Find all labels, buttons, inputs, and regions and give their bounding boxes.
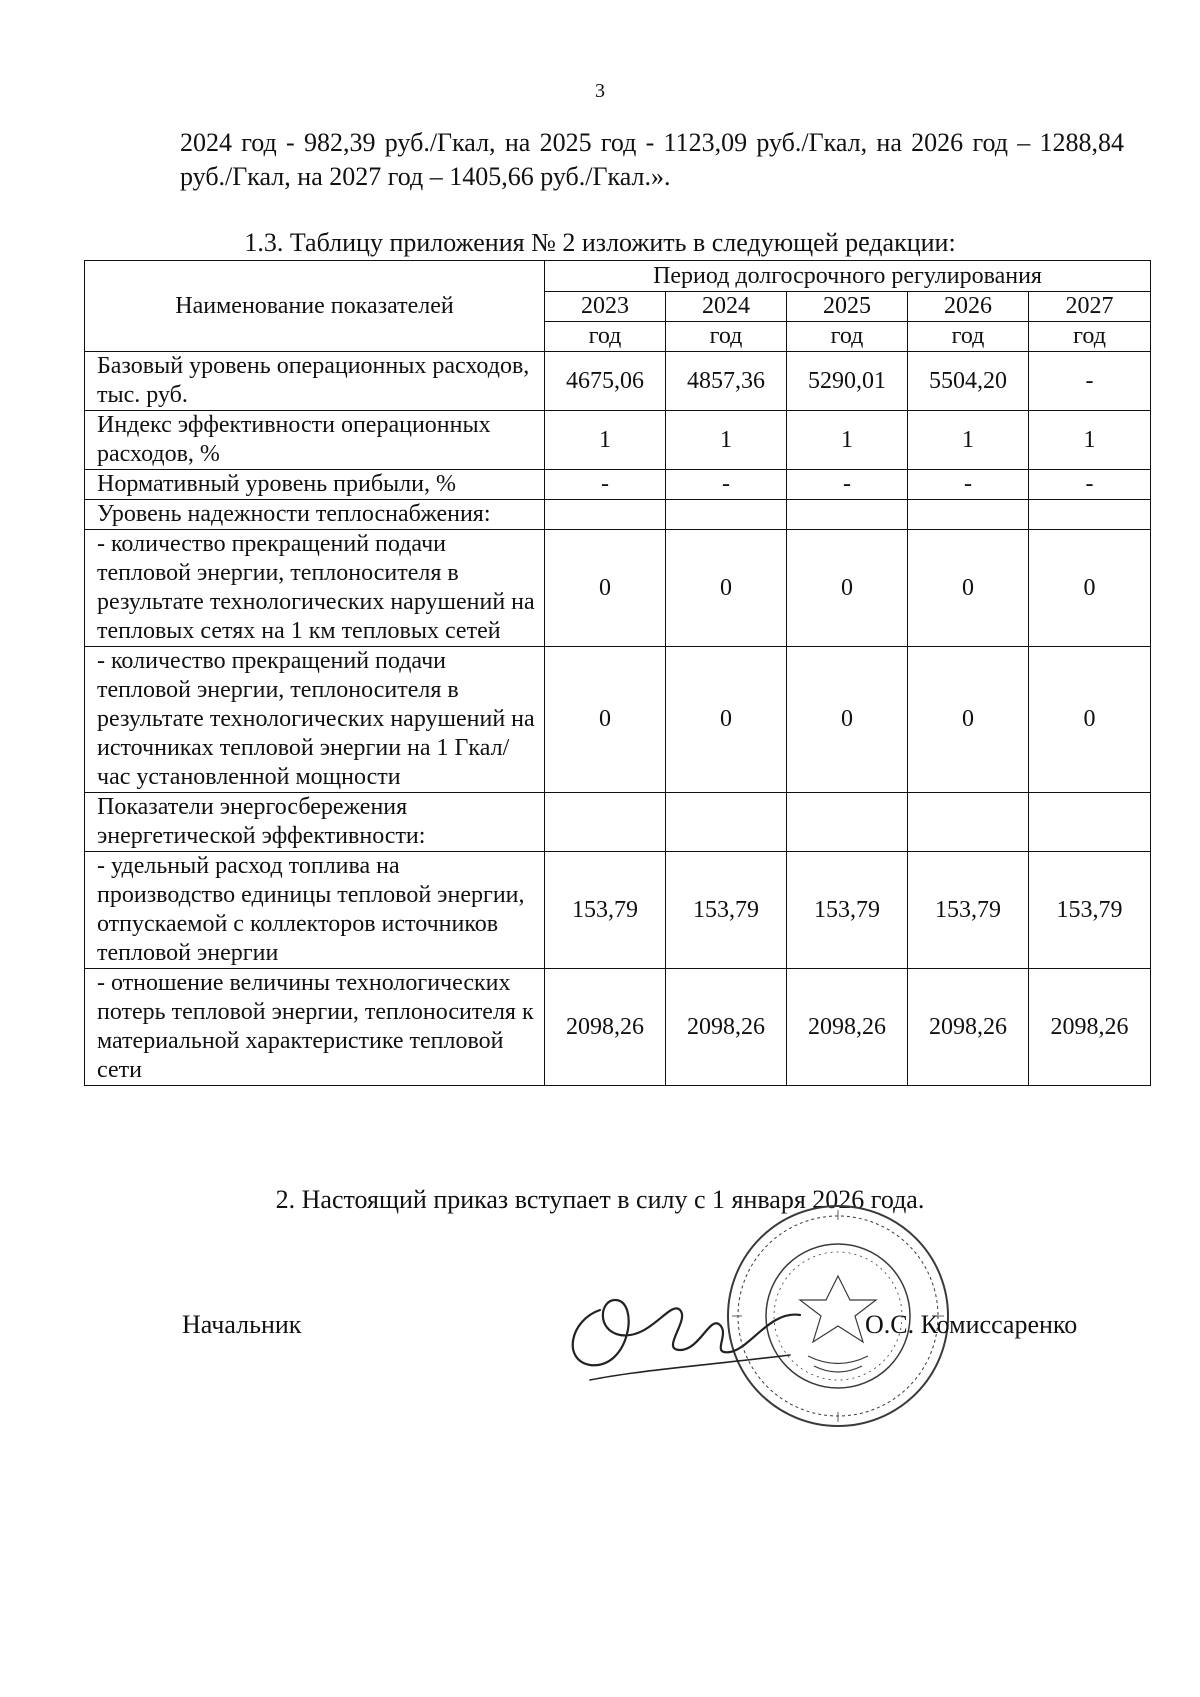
header-year: 2027 xyxy=(1029,292,1151,322)
row-value: - xyxy=(1029,470,1151,500)
row-name: - количество прекращений подачи тепловой энергии, теплоносителя в результате технологических нарушений на источниках тепловой энергии на 1 Гкал/час установленной мощности xyxy=(85,647,545,793)
row-name: Уровень надежности теплоснабжения: xyxy=(85,500,545,530)
signatory-title: Начальник xyxy=(182,1310,302,1339)
row-value: - xyxy=(1029,352,1151,411)
row-name: Нормативный уровень прибыли, % xyxy=(85,470,545,500)
row-value: 0 xyxy=(787,647,908,793)
row-name: Индекс эффективности операционных расходов, % xyxy=(85,411,545,470)
table-row xyxy=(85,852,1151,969)
header-year: 2023 xyxy=(545,292,666,322)
paragraph-2: 2. Настоящий приказ вступает в силу с 1 января 2026 года. xyxy=(275,1185,925,1214)
row-name: - отношение величины технологических потерь тепловой энергии, теплоносителя к материальной характеристике тепловой сети xyxy=(85,969,545,1086)
header-year: 2024 xyxy=(666,292,787,322)
header-year-unit: год xyxy=(666,322,787,352)
row-value: 2098,26 xyxy=(908,969,1029,1086)
row-value: 0 xyxy=(1029,530,1151,647)
row-value xyxy=(1029,793,1151,852)
row-name: - количество прекращений подачи тепловой энергии, теплоносителя в результате технологических нарушений на тепловых сетях на 1 км тепловых сетей xyxy=(85,530,545,647)
table-row xyxy=(85,500,1151,530)
row-name: - удельный расход топлива на производство единицы тепловой энергии, отпускаемой с коллекторов источников тепловой энергии xyxy=(85,852,545,969)
row-value xyxy=(1029,500,1151,530)
row-value: 0 xyxy=(908,530,1029,647)
table-row xyxy=(85,352,1151,411)
row-value: 153,79 xyxy=(545,852,666,969)
row-value: 1 xyxy=(545,411,666,470)
header-indicator-name: Наименование показателей xyxy=(85,261,545,352)
row-value xyxy=(666,793,787,852)
row-value: 2098,26 xyxy=(545,969,666,1086)
row-value: 1 xyxy=(908,411,1029,470)
row-value: 5290,01 xyxy=(787,352,908,411)
row-value: 2098,26 xyxy=(787,969,908,1086)
row-name: Базовый уровень операционных расходов, тыс. руб. xyxy=(85,352,545,411)
row-value xyxy=(787,500,908,530)
row-value: 0 xyxy=(666,530,787,647)
page-number: 3 xyxy=(595,80,605,102)
row-value: 0 xyxy=(1029,647,1151,793)
row-value: - xyxy=(545,470,666,500)
row-value: 2098,26 xyxy=(1029,969,1151,1086)
row-name: Показатели энергосбережения энергетической эффективности: xyxy=(85,793,545,852)
row-value xyxy=(787,793,908,852)
row-value: 153,79 xyxy=(787,852,908,969)
row-value: 4675,06 xyxy=(545,352,666,411)
row-value: - xyxy=(666,470,787,500)
table-header xyxy=(85,261,1151,352)
table-row xyxy=(85,470,1151,500)
handwritten-signature-icon xyxy=(560,1270,860,1390)
header-year-unit: год xyxy=(908,322,1029,352)
table-row xyxy=(85,647,1151,793)
indicators-table xyxy=(84,260,1151,1086)
row-value: 0 xyxy=(908,647,1029,793)
row-value xyxy=(666,500,787,530)
table-row xyxy=(85,969,1151,1086)
row-value: - xyxy=(787,470,908,500)
row-value: 5504,20 xyxy=(908,352,1029,411)
header-period: Период долгосрочного регулирования xyxy=(545,261,1151,292)
header-year-unit: год xyxy=(1029,322,1151,352)
header-year: 2025 xyxy=(787,292,908,322)
table-caption: 1.3. Таблицу приложения № 2 изложить в следующей редакции: xyxy=(244,228,956,257)
table-row xyxy=(85,793,1151,852)
table-row xyxy=(85,530,1151,647)
header-year: 2026 xyxy=(908,292,1029,322)
table-row xyxy=(85,411,1151,470)
header-year-unit: год xyxy=(787,322,908,352)
header-year-unit: год xyxy=(545,322,666,352)
row-value: 153,79 xyxy=(666,852,787,969)
row-value: 2098,26 xyxy=(666,969,787,1086)
row-value: 1 xyxy=(666,411,787,470)
row-value: - xyxy=(908,470,1029,500)
row-value xyxy=(908,500,1029,530)
row-value: 153,79 xyxy=(1029,852,1151,969)
row-value: 1 xyxy=(1029,411,1151,470)
row-value: 1 xyxy=(787,411,908,470)
row-value xyxy=(545,793,666,852)
row-value: 0 xyxy=(545,530,666,647)
row-value: 153,79 xyxy=(908,852,1029,969)
row-value xyxy=(545,500,666,530)
row-value: 0 xyxy=(787,530,908,647)
paragraph-intro: 2024 год - 982,39 руб./Гкал, на 2025 год - 1123,09 руб./Гкал, на 2026 год – 1288,84 руб./Гкал, на 2027 год – 1405,66 руб./Гкал.». xyxy=(180,128,1124,191)
row-value xyxy=(908,793,1029,852)
row-value: 4857,36 xyxy=(666,352,787,411)
row-value: 0 xyxy=(545,647,666,793)
signatory-name: О.С. Комиссаренко xyxy=(865,1310,1078,1339)
row-value: 0 xyxy=(666,647,787,793)
